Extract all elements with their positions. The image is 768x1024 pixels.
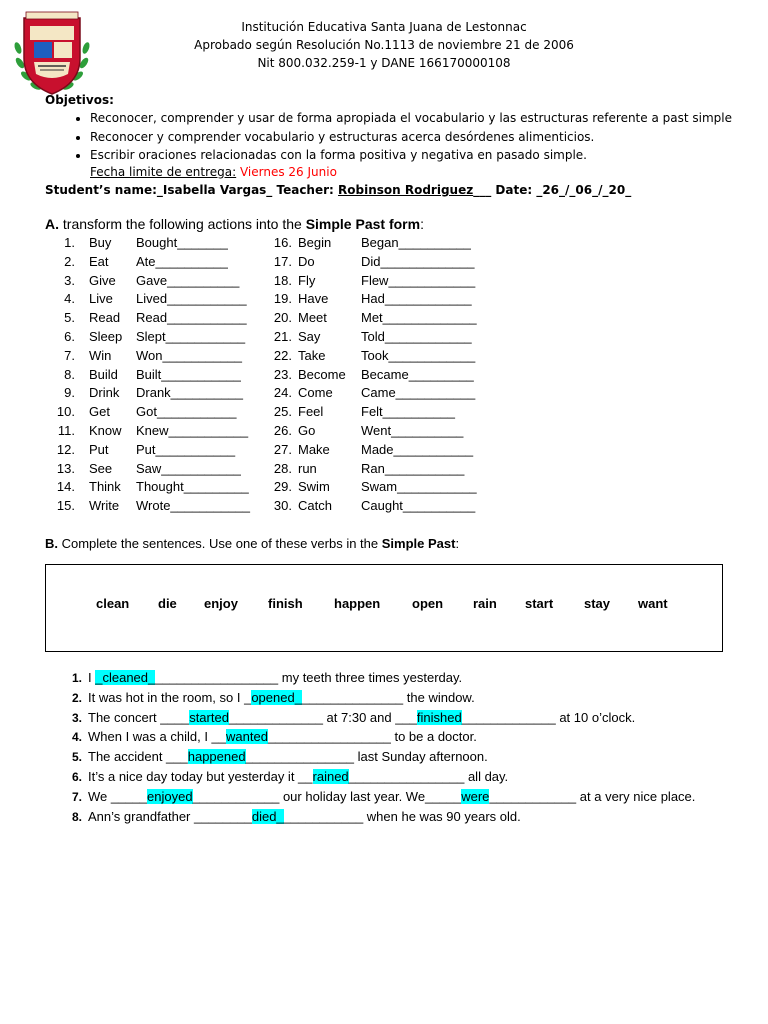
verb-past-answer: Felt__________	[361, 404, 455, 420]
verb-past-answer: Drank__________	[136, 385, 243, 401]
deadline-value: Viernes 26 Junio	[236, 165, 337, 179]
verb-number: 28.	[273, 460, 292, 476]
verb-number: 6.	[64, 328, 75, 344]
verb-past-answer: Met_____________	[361, 310, 477, 326]
verb-row	[55, 403, 265, 422]
date-value: _26_/_06_/_20_	[536, 183, 632, 197]
verb-past-answer: Put___________	[136, 441, 236, 457]
verb-past-answer: Flew____________	[361, 272, 476, 288]
answer-highlight: wanted	[226, 729, 268, 745]
verb-number: 11.	[57, 422, 75, 438]
sentence-text: ____________ our holiday last year. We_____	[192, 788, 462, 804]
sentence-text: ____________ at a very nice place.	[489, 788, 696, 804]
sentence-text: It was hot in the room, so I _	[88, 689, 252, 705]
answer-highlight: enjoyed	[147, 788, 193, 804]
verb-base: run	[298, 460, 317, 476]
verb-option: start	[525, 596, 554, 611]
section-b-letter: B.	[45, 536, 58, 551]
verb-row	[265, 422, 505, 441]
verb-number: 4.	[64, 291, 75, 307]
verb-past-answer: Became_________	[361, 366, 474, 382]
answer-highlight: happened	[187, 749, 246, 765]
verb-past-answer: Made___________	[361, 441, 474, 457]
verb-base: Meet	[298, 310, 327, 326]
verb-past-answer: Took____________	[361, 347, 476, 363]
verb-base: Give	[89, 272, 116, 288]
section-a-tail: :	[420, 216, 424, 232]
section-b-instruction: Complete the sentences. Use one of these verbs in the	[58, 536, 382, 551]
verb-base: Eat	[89, 253, 109, 269]
verb-past-answer: Got___________	[136, 404, 237, 420]
teacher-value: Robinson Rodriguez	[338, 183, 474, 197]
verb-number: 17.	[273, 253, 292, 269]
verb-row	[265, 366, 505, 385]
verb-row	[55, 422, 265, 441]
section-b-bold: Simple Past	[381, 536, 456, 551]
verb-past-answer: Read___________	[136, 310, 247, 326]
verb-number: 10.	[56, 404, 75, 420]
verb-base: Become	[298, 366, 346, 382]
objective-item: • Escribir oraciones relacionadas con la forma positiva y negativa en pasado simple.	[90, 146, 732, 165]
student-name-value: _Isabella Vargas_	[156, 183, 273, 197]
verb-row	[265, 309, 505, 328]
sentence-row	[60, 767, 695, 787]
verb-number: 16.	[273, 235, 292, 250]
verb-row	[265, 478, 505, 497]
verb-row	[55, 497, 265, 516]
verb-base: Fly	[298, 272, 316, 288]
verb-row	[55, 441, 265, 460]
objectives-title: Objetivos:	[45, 93, 114, 107]
verb-past-answer: Gave__________	[136, 272, 240, 288]
verb-option: clean	[96, 596, 130, 611]
sentence-text: The accident ___	[88, 749, 188, 765]
sentence-text: _______________ last Sunday afternoon.	[245, 749, 488, 765]
section-a-letter: A.	[45, 216, 59, 232]
section-a-bold: Simple Past form	[305, 216, 421, 232]
sentence-row	[60, 807, 695, 827]
student-name-label: Student’s name:	[45, 183, 157, 197]
verb-word-box	[45, 564, 723, 652]
verb-number: 24.	[273, 385, 292, 401]
verb-number: 2.	[64, 253, 75, 269]
sentence-row	[60, 787, 695, 807]
verb-row	[55, 290, 265, 309]
answer-highlight: finished	[416, 709, 462, 725]
sentence-text: We _____	[88, 788, 148, 804]
school-name: Institución Educativa Santa Juana de Lestonnac	[241, 20, 527, 34]
verb-number: 30.	[273, 498, 292, 514]
verb-number: 26.	[273, 422, 292, 438]
verb-number: 19.	[273, 291, 292, 307]
sentence-number: 8.	[71, 809, 82, 824]
sentence-row	[60, 688, 695, 708]
sentence-text: The concert ____	[88, 709, 190, 725]
verb-past-answer: Ate__________	[136, 253, 228, 269]
verb-past-answer: Began__________	[361, 235, 471, 250]
verb-row	[55, 347, 265, 366]
verb-base: See	[89, 460, 113, 476]
verb-past-answer: Built___________	[136, 366, 241, 382]
verb-number: 18.	[273, 272, 292, 288]
objectives-list	[60, 109, 732, 165]
verb-row	[265, 441, 505, 460]
sentence-number: 6.	[71, 769, 82, 784]
verb-number: 3.	[64, 272, 75, 288]
sentence-number: 3.	[71, 710, 82, 725]
verb-number: 12.	[56, 441, 75, 457]
verb-number: 21.	[273, 328, 292, 344]
sentence-row	[60, 668, 695, 688]
verb-row	[265, 403, 505, 422]
section-b-heading	[45, 536, 459, 551]
verb-number: 5.	[64, 310, 75, 326]
teacher-label: Teacher:	[272, 183, 339, 197]
verb-number: 27.	[273, 441, 292, 457]
verb-row	[265, 253, 505, 272]
verb-row	[265, 497, 505, 516]
verb-base: Sleep	[89, 328, 123, 344]
verb-past-answer: Thought_________	[136, 479, 249, 495]
verb-option: enjoy	[204, 596, 238, 611]
verb-base: Put	[89, 441, 109, 457]
verb-base: Come	[298, 385, 333, 401]
objective-item: • Reconocer y comprender vocabulario y estructuras acerca desórdenes alimenticios.	[90, 128, 732, 147]
objective-item: • Reconocer, comprender y usar de forma apropiada el vocabulario y las estructuras referente a past simple	[90, 109, 732, 128]
resolution-line: Aprobado según Resolución No.1113 de noviembre 21 de 2006	[194, 38, 574, 52]
verb-row	[55, 234, 265, 253]
verb-base: Catch	[298, 498, 332, 514]
section-a-heading	[45, 216, 424, 232]
verb-row	[55, 272, 265, 291]
verb-number: 25.	[273, 404, 292, 420]
sentence-text: _________________ to be a doctor.	[267, 729, 477, 745]
answer-highlight: rained	[312, 768, 349, 784]
verb-base: Do	[298, 253, 315, 269]
sentence-number: 5.	[71, 750, 82, 765]
verb-past-answer: Told____________	[361, 328, 472, 344]
sentence-number: 4.	[71, 730, 82, 745]
nit-line: Nit 800.032.259-1 y DANE 166170000108	[257, 56, 511, 70]
verb-base: Live	[89, 291, 113, 307]
verb-base: Know	[89, 422, 122, 438]
sentence-row	[60, 708, 695, 728]
verb-number: 7.	[64, 347, 75, 363]
verb-base: Drink	[89, 385, 120, 401]
sentence-text: ___________ when he was 90 years old.	[283, 808, 521, 824]
verb-base: Think	[89, 479, 121, 495]
teacher-blank: ___	[473, 183, 496, 197]
verb-past-answer: Ran___________	[361, 460, 465, 476]
sentence-text: It’s a nice day today but yesterday it __	[88, 768, 313, 784]
verb-base: Take	[298, 347, 326, 363]
verb-row	[265, 272, 505, 291]
verb-row	[265, 460, 505, 479]
verb-option: open	[412, 596, 444, 611]
verb-base: Have	[298, 291, 329, 307]
verb-option: rain	[473, 596, 497, 611]
verb-past-answer: Did_____________	[361, 253, 475, 269]
verb-list-right	[265, 234, 505, 516]
verb-option: finish	[268, 596, 303, 611]
sentence-text: Ann’s grandfather ________	[88, 808, 252, 824]
verb-base: Say	[298, 328, 321, 344]
sentence-list	[60, 668, 695, 826]
verb-list-left	[55, 234, 265, 516]
verb-base: Swim	[298, 479, 330, 495]
sentence-text: When I was a child, I __	[88, 729, 227, 745]
verb-number: 14.	[56, 479, 75, 495]
answer-highlight: died_	[251, 808, 284, 824]
date-label: Date:	[495, 183, 537, 197]
sentence-text: _____________ at 10 o’clock.	[461, 709, 636, 725]
sentence-text: I	[88, 670, 96, 685]
verb-base: Win	[89, 347, 112, 363]
section-a-instruction: transform the following actions into the	[59, 216, 306, 232]
verb-base: Read	[89, 310, 121, 326]
verb-row	[55, 328, 265, 347]
verb-row	[55, 253, 265, 272]
section-b-tail: :	[455, 536, 460, 551]
verb-number: 8.	[64, 366, 75, 382]
deadline-label: Fecha limite de entrega:	[90, 165, 237, 179]
verb-base: Begin	[298, 235, 332, 250]
answer-highlight: were	[461, 788, 490, 804]
sentence-row	[60, 747, 695, 767]
verb-number: 9.	[64, 385, 75, 401]
verb-number: 1.	[64, 235, 75, 250]
sentence-text: ________________ all day.	[348, 768, 509, 784]
verb-past-answer: Came___________	[361, 385, 476, 401]
verb-base: Feel	[298, 404, 324, 420]
verb-past-answer: Saw___________	[136, 460, 241, 476]
verb-past-answer: Caught__________	[361, 498, 476, 514]
verb-base: Go	[298, 422, 316, 438]
verb-number: 29.	[273, 479, 292, 495]
verb-number: 15.	[56, 498, 75, 514]
verb-number: 13.	[56, 460, 75, 476]
verb-option: die	[158, 596, 177, 611]
verb-past-answer: Swam___________	[361, 479, 477, 495]
sentence-text: _____________ at 7:30 and ___	[228, 709, 417, 725]
verb-row	[265, 347, 505, 366]
verb-row	[55, 460, 265, 479]
sentence-number: 1.	[71, 671, 82, 685]
verb-number: 20.	[273, 310, 292, 326]
deadline	[90, 165, 337, 179]
verb-base: Write	[89, 498, 120, 514]
sentence-number: 7.	[71, 789, 82, 804]
verb-option: happen	[334, 596, 381, 611]
verb-base: Make	[298, 441, 330, 457]
verb-past-answer: Had____________	[361, 291, 472, 307]
verb-option: want	[638, 596, 668, 611]
verb-row	[55, 366, 265, 385]
verb-base: Buy	[89, 235, 112, 250]
verb-past-answer: Slept___________	[136, 328, 246, 344]
verb-row	[55, 478, 265, 497]
verb-option: stay	[584, 596, 611, 611]
verb-number: 22.	[273, 347, 292, 363]
verb-row	[265, 384, 505, 403]
verb-row	[55, 384, 265, 403]
verb-past-answer: Went__________	[361, 422, 464, 438]
verb-row	[265, 290, 505, 309]
answer-highlight: _cleaned_	[95, 670, 156, 685]
verb-row	[55, 309, 265, 328]
verb-number: 23.	[273, 366, 292, 382]
verb-past-answer: Bought_______	[136, 235, 228, 250]
verb-past-answer: Wrote___________	[136, 498, 250, 514]
sentence-text: ______________ the window.	[301, 689, 475, 705]
sentence-text: _________________ my teeth three times yesterday.	[155, 670, 463, 685]
verb-row	[265, 328, 505, 347]
verb-row	[265, 234, 505, 253]
verb-past-answer: Lived___________	[136, 291, 247, 307]
verb-base: Get	[89, 404, 110, 420]
verb-base: Build	[89, 366, 118, 382]
answer-highlight: opened_	[251, 689, 302, 705]
sentence-number: 2.	[71, 690, 82, 705]
verb-past-answer: Knew___________	[136, 422, 249, 438]
answer-highlight: started	[189, 709, 229, 725]
verb-past-answer: Won___________	[136, 347, 243, 363]
student-line	[45, 183, 631, 197]
sentence-row	[60, 727, 695, 747]
